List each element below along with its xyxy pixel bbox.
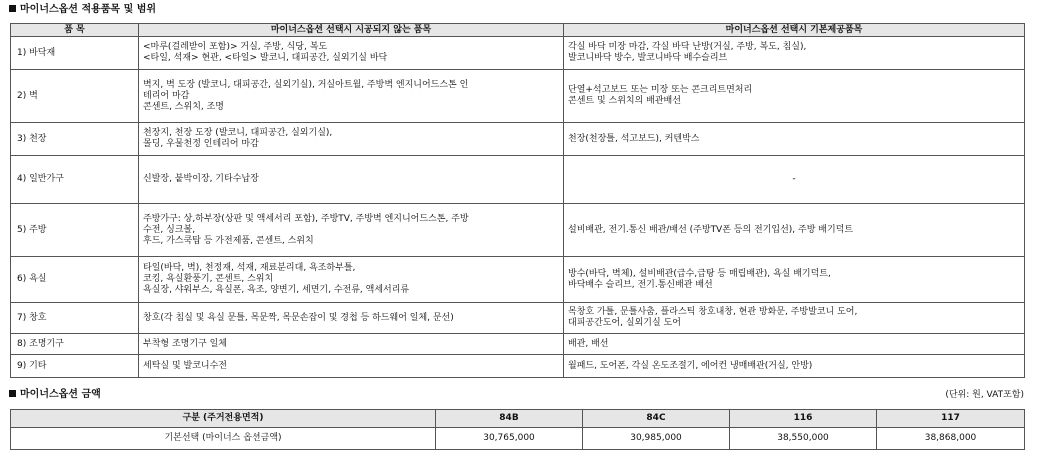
row-excluded [139, 355, 564, 378]
excluded-line: 수전, 싱크볼, [143, 224, 196, 235]
row-category: 5) 주방 [11, 204, 139, 257]
table-row [11, 70, 1025, 123]
excluded-line: 타일(바닥, 벽), 천정재, 석재, 재료분리대, 욕조하부틀, [143, 263, 356, 273]
table-row [11, 355, 1025, 378]
header-excluded: 마이너스옵션 선택시 시공되지 않는 품목 [139, 24, 564, 37]
provided-line: 콘센트 및 스위치의 배관배선 [568, 96, 681, 106]
row-category: 8) 조명기구 [11, 334, 139, 355]
excluded-line: 창호(각 침실 및 욕실 문틀, 목문짝, 목문손잡이 및 경첩 등 하드웨어 일체, 문선) [143, 312, 454, 323]
excluded-line: 몰딩, 우물천정 인테리어 마감 [143, 139, 259, 149]
provided-line: 설비배관, 전기.통신 배관/배선 (주방TV폰 등의 전기입선), 주방 배기덕트 [568, 224, 854, 235]
excluded-line: <마루(걸레받이 포함)> 거실, 주방, 식당, 복도 [143, 42, 328, 52]
bullet-square-icon [9, 390, 16, 397]
excluded-line: <타일, 석재> 현관, <타일> 발코니, 대피공간, 실외기실 바닥 [143, 53, 388, 63]
row-excluded [139, 123, 564, 156]
row-provided [564, 334, 1025, 355]
provided-line: 목창호 가틀, 문틀사춤, 플라스틱 창호내창, 현관 방화문, 주방발코니 도어, [568, 307, 858, 317]
row-category: 9) 기타 [11, 355, 139, 378]
section-title-option-scope [9, 3, 156, 17]
price-header-row [11, 410, 1025, 428]
table-row [11, 303, 1025, 334]
excluded-line: 주방가구: 상,하부장(상판 및 액세서리 포함), 주방TV, 주방벽 엔지니어드스톤, 주방 [143, 213, 469, 224]
row-provided [564, 123, 1025, 156]
provided-line: 발코니바닥 방수, 발코니바닥 배수슬리브 [568, 53, 728, 63]
minus-option-price-table [10, 409, 1025, 450]
price-header-84c: 84C [583, 410, 730, 428]
row-category: 6) 욕실 [11, 257, 139, 303]
row-category: 2) 벽 [11, 70, 139, 123]
excluded-line: 욕실장, 샤워부스, 욕실폰, 욕조, 양변기, 세면기, 수전류, 액세서리류 [143, 285, 410, 295]
row-provided [564, 355, 1025, 378]
table-row [11, 257, 1025, 303]
row-provided [564, 70, 1025, 123]
table-row [11, 123, 1025, 156]
price-header-116: 116 [730, 410, 877, 428]
header-provided: 마이너스옵션 선택시 기본제공품목 [564, 24, 1025, 37]
excluded-line: 코킹, 욕실환풍기, 콘센트, 스위치 [143, 274, 274, 284]
excluded-line: 세탁실 및 발코니수전 [143, 360, 227, 371]
price-header-117: 117 [877, 410, 1025, 428]
row-provided [564, 257, 1025, 303]
price-header-84b: 84B [436, 410, 583, 428]
table-row [11, 37, 1025, 70]
row-category: 4) 일반가구 [11, 156, 139, 204]
unit-note: (단위: 원, VAT포함) [945, 390, 1024, 400]
table-row [11, 156, 1025, 204]
row-provided [564, 156, 1025, 204]
table-row [11, 334, 1025, 355]
excluded-line: 벽지, 벽 도장 (발코니, 대피공간, 실외기실), 거실아트월, 주방벽 엔지니어드스톤 인 [143, 79, 469, 90]
provided-line: 월패드, 도어폰, 각실 온도조절기, 에어컨 냉매배관(거실, 안방) [568, 360, 813, 371]
row-provided [564, 204, 1025, 257]
section-title-text: 마이너스옵션 금액 [20, 389, 101, 400]
section-title-option-price [9, 388, 101, 402]
bullet-square-icon [9, 5, 16, 12]
price-row [11, 428, 1025, 450]
provided-line: 각실 바닥 미장 마감, 각실 바닥 난방(거실, 주방, 복도, 침실), [568, 42, 807, 52]
row-excluded [139, 70, 564, 123]
provided-line: 배관, 배선 [568, 338, 609, 349]
provided-line: 방수(바닥, 벽체), 설비배관(급수,급탕 등 매립배관), 욕실 배기덕트, [568, 268, 831, 279]
excluded-line: 신발장, 붙박이장, 기타수납장 [143, 174, 259, 184]
header-category: 품 목 [11, 24, 139, 37]
excluded-line: 콘센트, 스위치, 조명 [143, 101, 224, 112]
excluded-line: 후드, 가스쿡탑 등 가전제품, 콘센트, 스위치 [143, 235, 314, 246]
table-row [11, 204, 1025, 257]
provided-line: 천장(천장틀, 석고보드), 커텐박스 [568, 133, 700, 144]
price-header-type: 구분 (주거전용면적) [11, 410, 436, 428]
excluded-line: 천장지, 천장 도장 (발코니, 대피공간, 실외기실), [143, 128, 333, 138]
excluded-line: 부착형 조명기구 일체 [143, 338, 227, 349]
row-excluded [139, 156, 564, 204]
row-category: 3) 천장 [11, 123, 139, 156]
row-category: 7) 창호 [11, 303, 139, 334]
row-excluded [139, 334, 564, 355]
row-excluded [139, 204, 564, 257]
minus-option-scope-table [10, 23, 1025, 378]
section-title-text: 마이너스옵션 적용품목 및 범위 [20, 4, 157, 15]
price-row-label: 기본선택 (마이너스 옵션금액) [11, 428, 436, 450]
price-117: 38,868,000 [877, 428, 1025, 450]
row-excluded [139, 303, 564, 334]
price-84c: 30,985,000 [583, 428, 730, 450]
row-excluded [139, 257, 564, 303]
row-excluded [139, 37, 564, 70]
provided-line: 대피공간도어, 실외기실 도어 [568, 318, 681, 328]
price-116: 38,550,000 [730, 428, 877, 450]
table-header-row [11, 24, 1025, 37]
row-provided [564, 303, 1025, 334]
row-category: 1) 바닥재 [11, 37, 139, 70]
provided-line: 단열+석고보드 또는 미장 또는 콘크리트면처리 [568, 85, 753, 95]
excluded-line: 테리어 마감 [143, 90, 190, 101]
provided-line: - [792, 174, 796, 184]
price-84b: 30,765,000 [436, 428, 583, 450]
provided-line: 바닥배수 슬리브, 전기.통신배관 배선 [568, 279, 713, 290]
row-provided [564, 37, 1025, 70]
